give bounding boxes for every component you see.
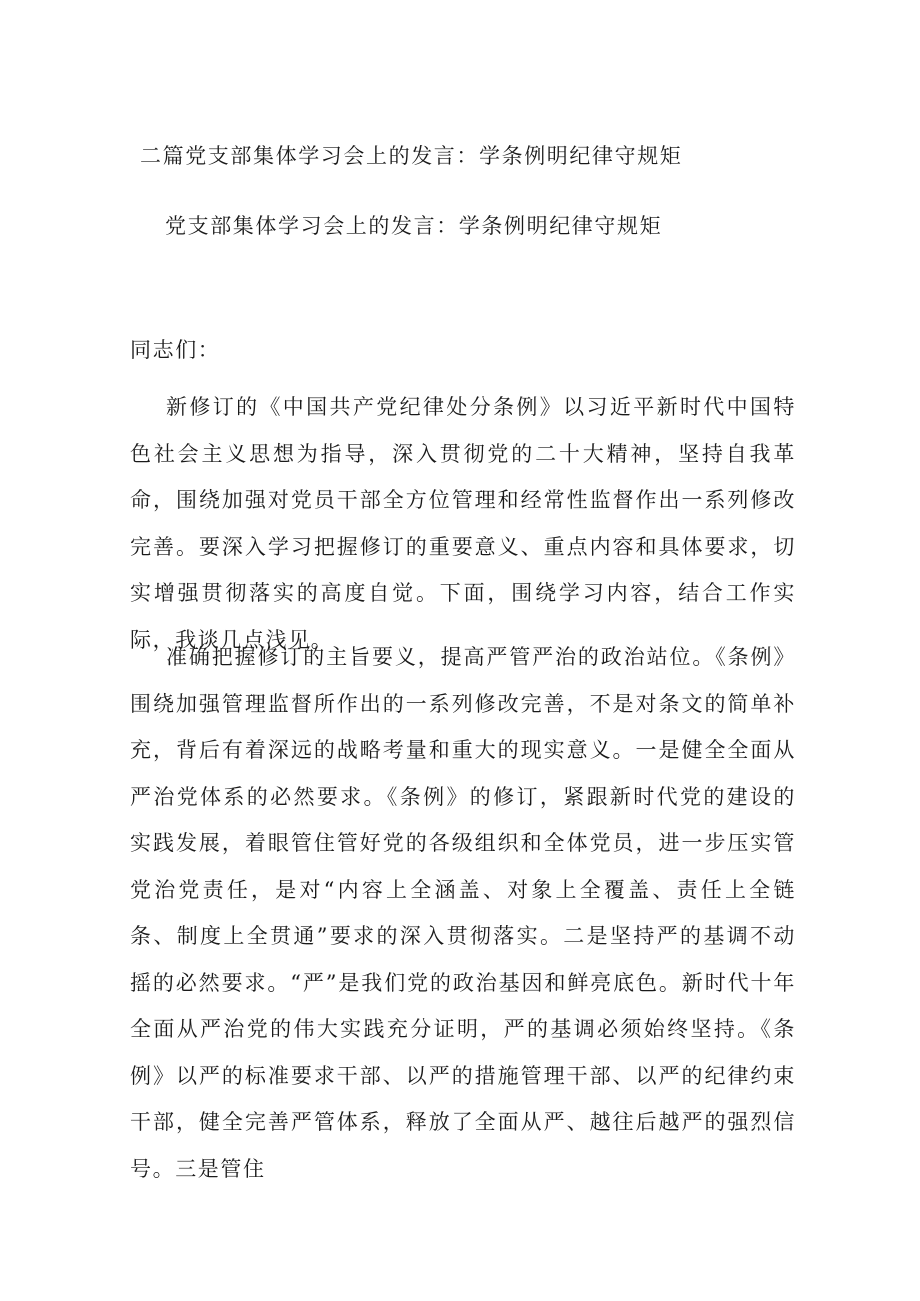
paragraph-intro: 新修订的《中国共产党纪律处分条例》以习近平新时代中国特色社会主义思想为指导，深入贯彻党的二十大精神，坚持自我革命，围绕加强对党员干部全方位管理和经常性监督作出一系列修改完善。要深入学习把握修订的重要意义、重点内容和具体要求，切实增强贯彻落实的高度自觉。下面，围绕学习内容，结合工作实际，我谈几点浅见。 (130, 395, 796, 652)
paragraph-main: 准确把握修订的主旨要义，提高严管严治的政治站位。《条例》围绕加强管理监督所作出的一系列修改完善，不是对条文的简单补充，背后有着深远的战略考量和重大的现实意义。一是健全全面从严治党体系的必然要求。《条例》的修订，紧跟新时代党的建设的实践发展，着眼管住管好党的各级组织和全体党员，进一步压实管党治党责任，是对“内容上全涵盖、对象上全覆盖、责任上全链条、制度上全贯通”要求的深入贯彻落实。二是坚持严的基调不动摇的必然要求。“严”是我们党的政治基因和鲜亮底色。新时代十年全面从严治党的伟大实践充分证明，严的基调必须始终坚持。《条例》以严的标准要求干部、以严的措施管理干部、以严的纪律约束干部，健全完善严管体系，释放了全面从严、越往后越严的强烈信号。三是管住 (130, 645, 796, 1181)
document-subtitle: 党支部集体学习会上的发言：学条例明纪律守规矩 (165, 214, 663, 238)
salutation: 同志们： (130, 338, 221, 362)
document-title: 二篇党支部集体学习会上的发言：学条例明纪律守规矩 (140, 144, 683, 168)
